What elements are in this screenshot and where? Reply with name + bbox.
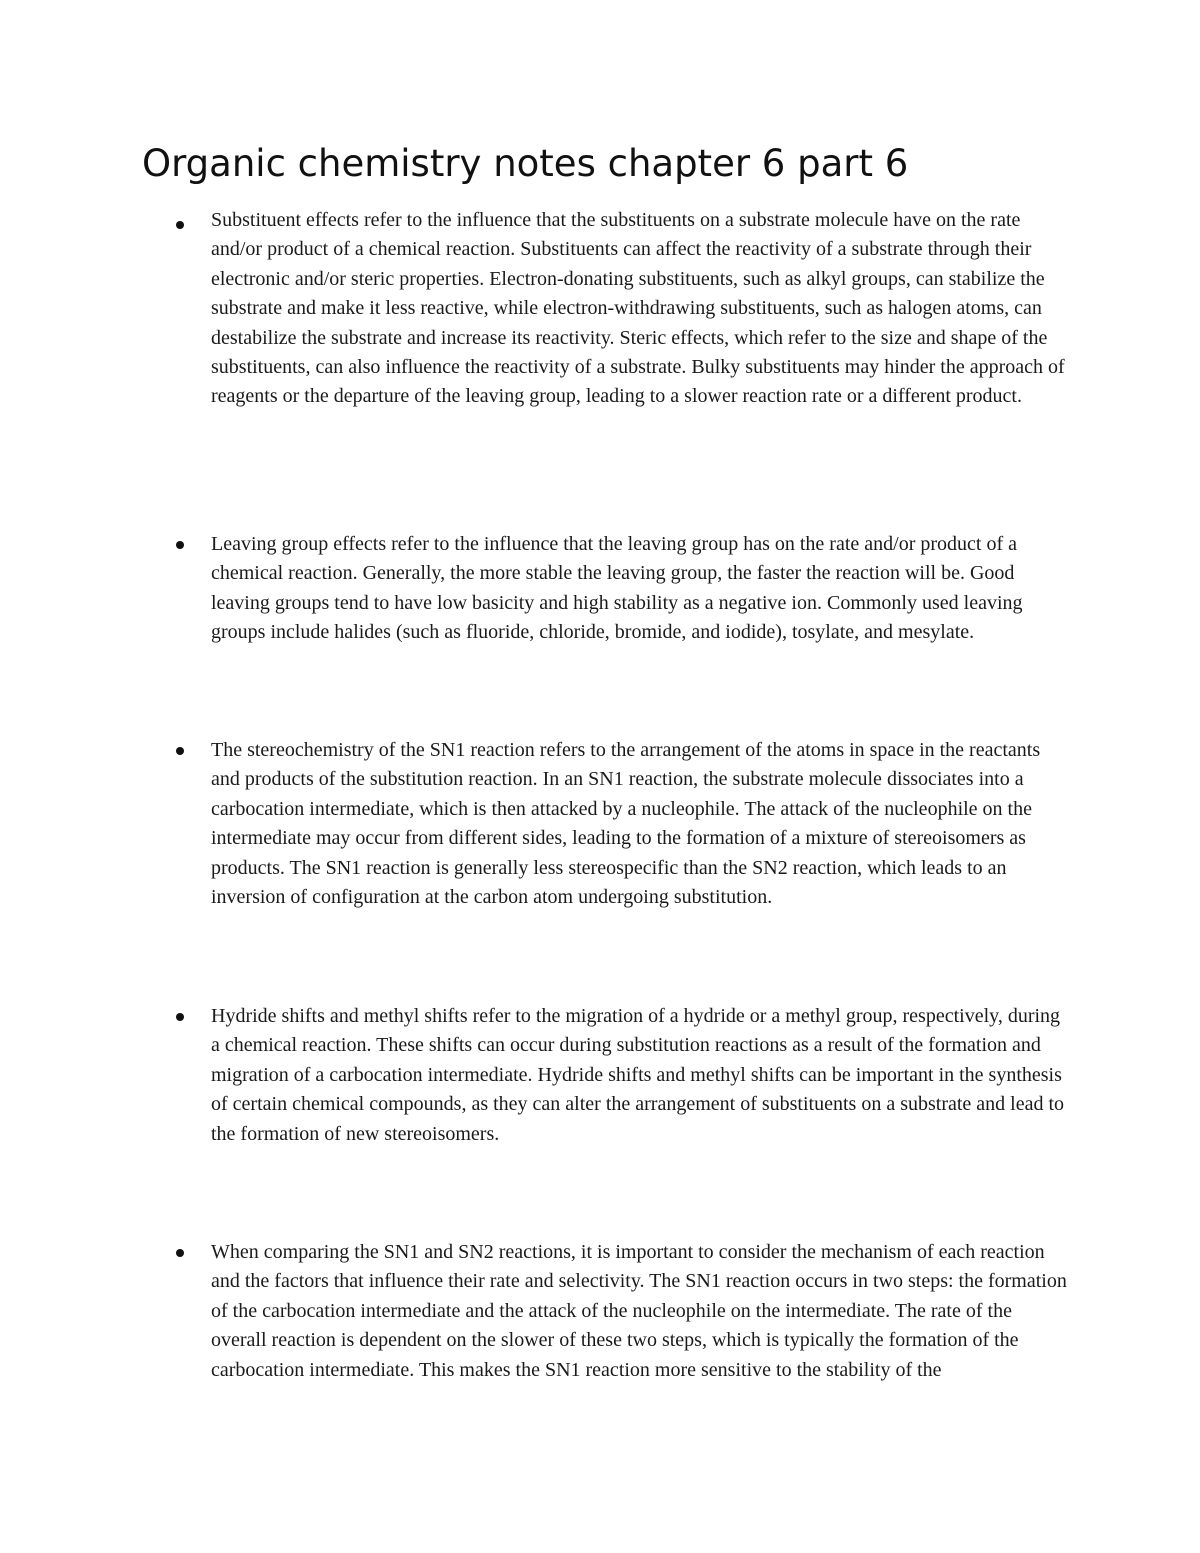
bullet-text: When comparing the SN1 and SN2 reactions, it is important to consider the mechanism of each reaction and the factors that influence their rate and selectivity. The SN1 reaction occurs in two steps: the formation of the carbocation intermediate and the attack of the nucleophile on the intermediate. The rate of the overall reaction is dependent on the slower of these two steps, which is typically the formation of the carbocation intermediate. This makes the SN1 reaction more sensitive to the stability of the [211,1241,1067,1381]
bullet-icon [176,1013,184,1021]
bullet-icon [176,221,184,229]
bullet-icon [176,1249,184,1257]
bullet-text: Hydride shifts and methyl shifts refer to the migration of a hydride or a methyl group, respectively, during a chemical reaction. These shifts can occur during substitution reactions as a result of the formation and migration of a carbocation intermediate. Hydride shifts and methyl shifts can be important in the synthesis of certain chemical compounds, as they can alter the arrangement of substituents on a substrate and lead to the formation of new stereoisomers. [211,1005,1065,1145]
bullet-text: The stereochemistry of the SN1 reaction refers to the arrangement of the atoms in space in the reactants and products of the substitution reaction. In an SN1 reaction, the substrate molecule dissociates into a carbocation intermediate, which is then attacked by a nucleophile. The attack of the nucleophile on the intermediate may occur from different sides, leading to the formation of a mixture of stereoisomers as products. The SN1 reaction is generally less stereospecific than the SN2 reaction, which leads to an inversion of configuration at the carbon atom undergoing substitution. [211,739,1041,909]
bullet-icon [176,541,184,549]
bullet-icon [176,747,184,755]
bullet-text: Substituent effects refer to the influence that the substituents on a substrate molecule have on the rate and/or product of a chemical reaction. Substituents can affect the reactivity of a substrate through their electronic and/or steric properties. Electron-donating substituents, such as alkyl groups, can stabilize the substrate and make it less reactive, while electron-withdrawing substituents, such as halogen atoms, can destabilize the substrate and increase its reactivity. Steric effects, which refer to the size and shape of the substituents, can also influence the reactivity of a substrate. Bulky substituents may hinder the approach of reagents or the departure of the leaving group, leading to a slower reaction rate or a different product. [211,209,1065,408]
page-title: Organic chemistry notes chapter 6 part 6 [142,142,909,185]
bullet-text: Leaving group effects refer to the influence that the leaving group has on the rate and/or product of a chemical reaction. Generally, the more stable the leaving group, the faster the reaction will be. Good leaving groups tend to have low basicity and high stability as a negative ion. Commonly used leaving groups include halides (such as fluoride, chloride, bromide, and iodide), tosylate, and mesylate. [211,533,1023,644]
